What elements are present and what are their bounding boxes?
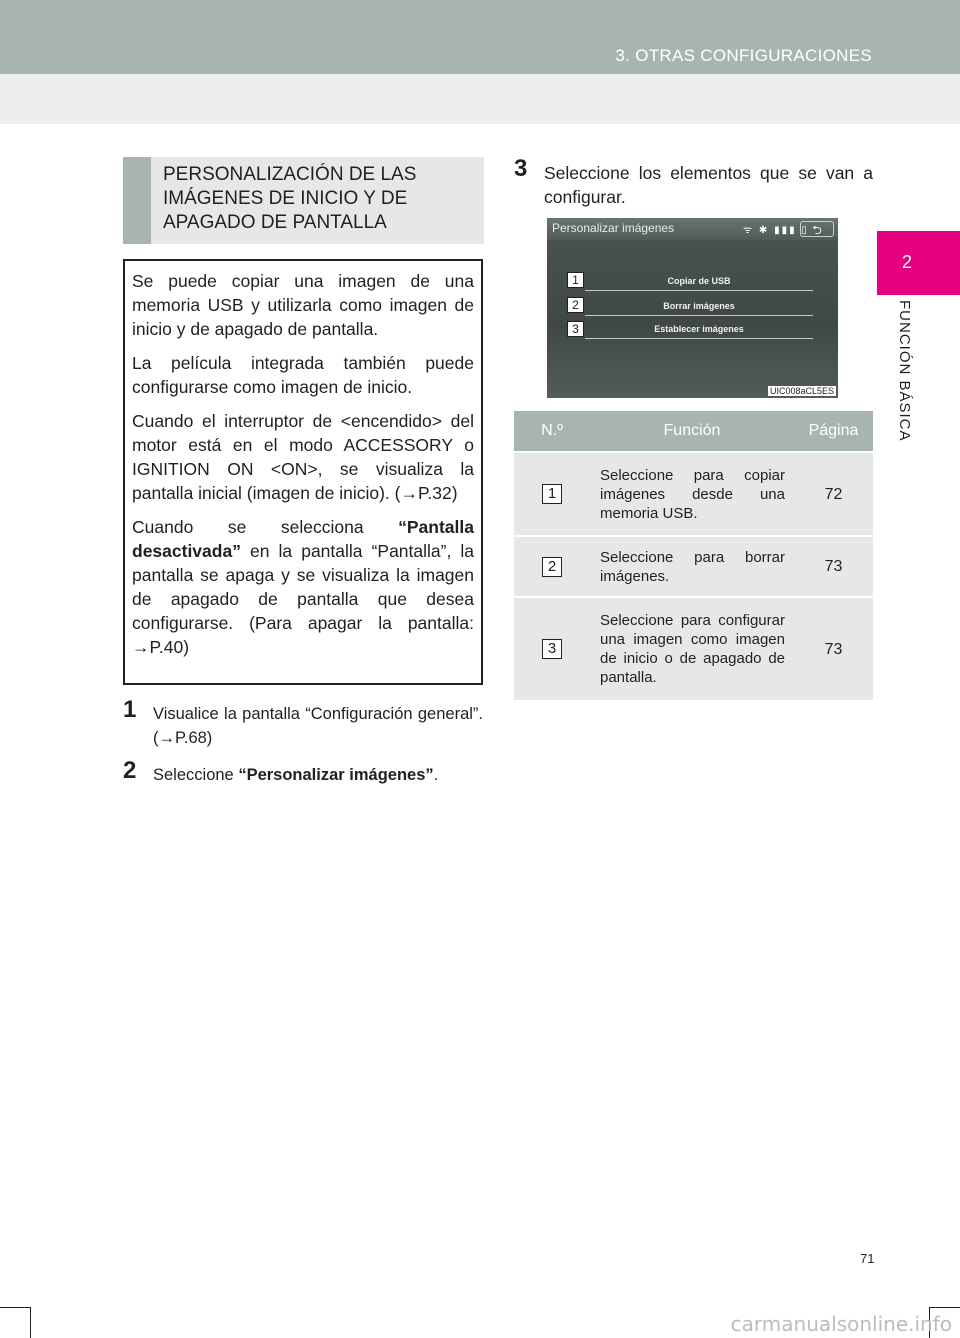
step-number: 3 [514, 155, 528, 182]
set-images-button[interactable]: Establecer imágenes [585, 320, 813, 339]
callout-3: 3 [567, 321, 584, 337]
step-2-text-a: Seleccione [153, 766, 239, 784]
row-number-cell [514, 597, 590, 700]
info-box [123, 259, 483, 685]
col-header-function: Función [590, 411, 794, 452]
crop-mark [0, 1307, 30, 1308]
header-subband [0, 74, 960, 124]
row-number: 1 [542, 484, 562, 504]
screenshot-display [547, 218, 838, 398]
step-number: 2 [123, 757, 137, 784]
crop-mark [30, 1307, 31, 1338]
copy-usb-button[interactable]: Copiar de USB [585, 272, 813, 291]
table-row [514, 536, 873, 597]
step-2-text-c: . [433, 766, 439, 784]
row-page: 73 [794, 597, 873, 700]
function-table [514, 411, 873, 700]
row-number: 2 [542, 557, 562, 577]
col-header-page: Página [794, 411, 873, 452]
row-function: Seleccione para borrar imágenes. [590, 536, 794, 597]
section-heading-bar [123, 157, 151, 244]
info-paragraph-1: Se puede copiar una imagen de una memoria USB y utilizarla como imagen de inicio y de apagado de pantalla. [132, 271, 474, 339]
step-text: Seleccione los elementos que se van a configurar. [544, 163, 873, 207]
chapter-title: 3. OTRAS CONFIGURACIONES [615, 46, 872, 65]
step-number: 1 [123, 696, 137, 723]
figure-code: UIC008aCL5ES [769, 386, 834, 396]
info-p4-c: en la pantalla “Pantalla”, la pantalla se apaga y se visualiza la imagen de apagado de pantalla que desea configurarse. (Para apagar la pantalla: →P.40) [132, 541, 474, 657]
screen-title: Personalizar imágenes [552, 221, 675, 235]
row-function: Seleccione para copiar imágenes desde una memoria USB. [590, 452, 794, 536]
watermark[interactable]: carmanualsonline.info [730, 1312, 952, 1336]
status-icons: ᯤ ✱ ▮▮▮ ▯ [743, 225, 809, 236]
info-p4-a: Cuando se selecciona [132, 517, 399, 537]
table-row [514, 452, 873, 536]
section-heading-text: PERSONALIZACIÓN DE LAS IMÁGENES DE INICIO Y DE APAGADO DE PANTALLA [163, 164, 417, 233]
info-paragraph-3: Cuando el interruptor de <encendido> del motor está en el modo ACCESSORY o IGNITION ON <ON>, se visualiza la pantalla inicial (imagen de inicio). (→P.32) [132, 411, 474, 503]
step-text [153, 763, 483, 787]
row-page: 73 [794, 536, 873, 597]
info-paragraph-4 [132, 515, 474, 659]
page-number: 71 [860, 1251, 875, 1266]
delete-images-button[interactable]: Borrar imágenes [585, 297, 813, 316]
table-row [514, 597, 873, 700]
row-page: 72 [794, 452, 873, 536]
row-number-cell [514, 452, 590, 536]
step-2 [123, 757, 483, 787]
chapter-label: FUNCIÓN BÁSICA [896, 300, 913, 442]
step-text: Visualice la pantalla “Configuración general”. (→P.68) [153, 705, 483, 747]
step-1 [123, 696, 483, 750]
info-p4-bold: “Pantalla desactivada” [132, 517, 474, 561]
section-heading [123, 157, 484, 244]
table-header-row [514, 411, 873, 452]
callout-2: 2 [567, 297, 584, 313]
col-header-num: N.º [514, 411, 590, 452]
row-function: Seleccione para configurar una imagen como imagen de inicio o de apagado de pantalla. [590, 597, 794, 700]
callout-1: 1 [567, 272, 584, 288]
row-number-cell [514, 536, 590, 597]
step-2-bold: “Personalizar imágenes” [238, 766, 434, 784]
crop-mark [930, 1307, 960, 1308]
step-3 [514, 155, 873, 209]
row-number: 3 [542, 639, 562, 659]
info-paragraph-2: La película integrada también puede configurarse como imagen de inicio. [132, 353, 474, 397]
back-icon[interactable]: ⮌ [800, 221, 834, 237]
chapter-number: 2 [901, 252, 912, 272]
